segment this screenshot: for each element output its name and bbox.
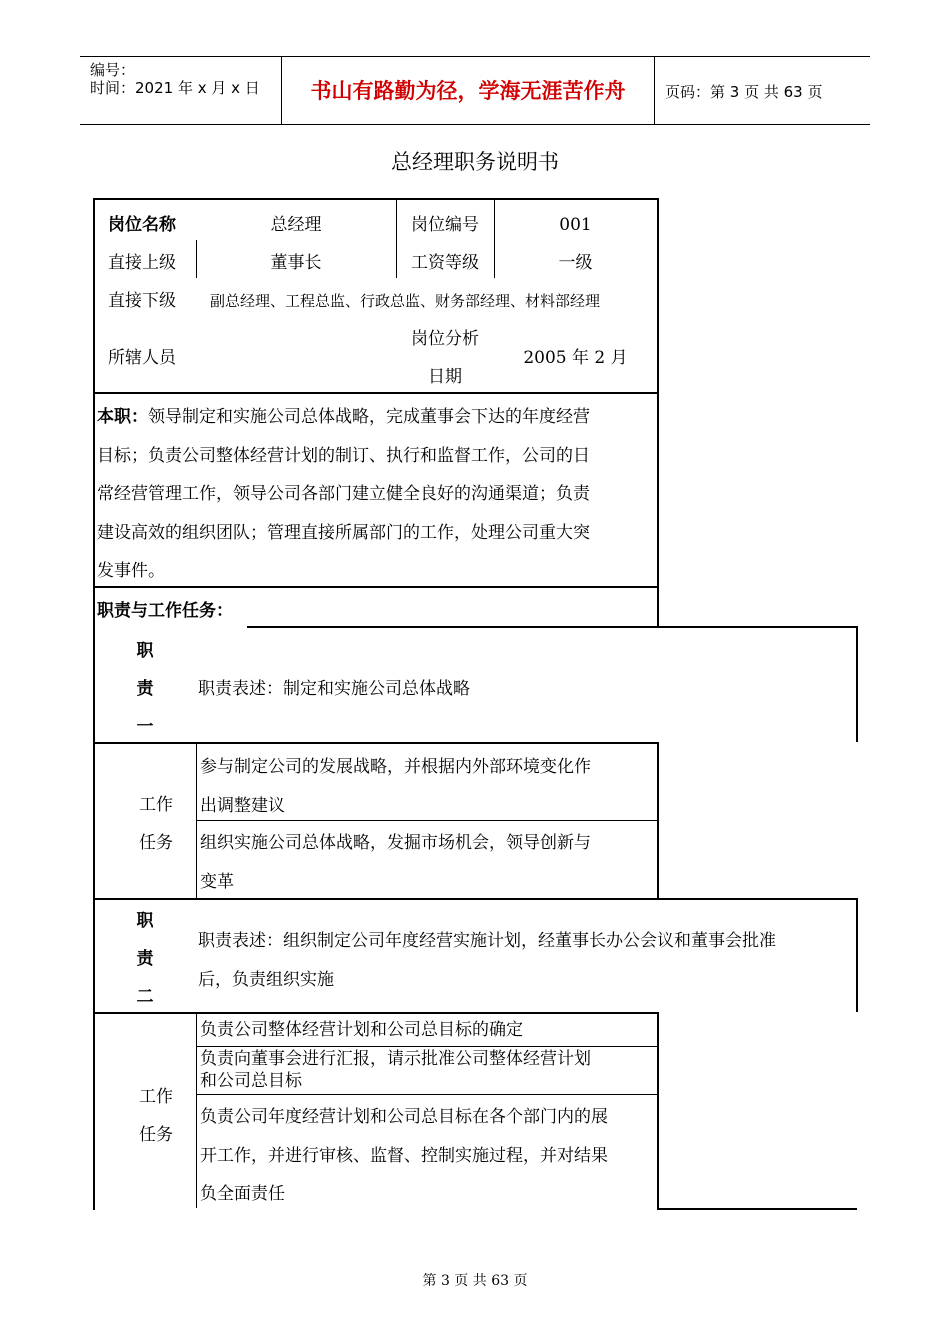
duty1-task — [200, 748, 658, 825]
page-indicator: 页码：第 3 页 共 63 页 — [665, 83, 823, 101]
table-border — [93, 392, 659, 394]
duty2-statement — [198, 922, 854, 999]
motto: 书山有路勤为径，学海无涯苦作舟 — [310, 79, 626, 103]
subordinate-value: 副总经理、工程总监、行政总监、财务部经理、材料部经理 — [210, 292, 601, 310]
analysis-date-value: 2005 年 2 月 — [523, 348, 628, 368]
statement-line: 职责表述：组织制定公司年度经营实施计划，经董事长办公会议和董事会批准 — [198, 931, 776, 951]
duty1-label: 一 — [136, 717, 154, 737]
table-border — [196, 1094, 658, 1095]
doc-code-label: 编号： — [90, 61, 136, 79]
post-no-label: 岗位编号 — [411, 215, 479, 235]
document-title: 总经理职务说明书 — [391, 150, 559, 174]
task-line: 组织实施公司总体战略，发掘市场机会，领导创新与 — [200, 833, 591, 853]
duty2-work-label: 工作 — [139, 1087, 173, 1107]
task-line: 出调整建议 — [200, 795, 285, 816]
header-bottom-rule — [80, 124, 870, 125]
task-line: 负责公司年度经营计划和公司总目标在各个部门内的展 — [200, 1107, 608, 1127]
duty-summary — [97, 398, 657, 591]
duty-summary-line: 领导制定和实施公司总体战略，完成董事会下达的年度经营 — [148, 407, 590, 427]
salary-label: 工资等级 — [411, 253, 479, 273]
table-border — [93, 898, 857, 900]
table-border — [93, 742, 659, 744]
header-divider-right — [654, 56, 655, 124]
table-border — [657, 1208, 857, 1210]
duty2-label: 职 — [136, 911, 154, 931]
table-border — [856, 898, 858, 1012]
table-border — [247, 626, 857, 628]
task-line: 变革 — [200, 871, 234, 892]
subordinate-label: 直接下级 — [108, 291, 176, 311]
superior-label: 直接上级 — [108, 253, 176, 273]
duty2-label: 二 — [136, 987, 154, 1007]
analysis-date-label-1: 岗位分析 — [411, 329, 479, 349]
table-border — [657, 198, 659, 628]
post-no-value: 001 — [559, 215, 592, 235]
task-line: 负全面责任 — [200, 1184, 285, 1204]
duty2-task — [200, 1098, 658, 1214]
duty2-task — [200, 1013, 658, 1047]
analysis-date-label-2: 日期 — [428, 367, 462, 387]
duty2-task — [200, 1048, 658, 1092]
duty1-work-label: 任务 — [139, 833, 173, 853]
duty-summary-line: 常经营管理工作，领导公司各部门建立健全良好的沟通渠道；负责 — [97, 484, 590, 504]
duty1-statement: 职责表述：制定和实施公司总体战略 — [198, 679, 470, 699]
superior-value: 董事长 — [270, 253, 322, 273]
post-name-value: 总经理 — [270, 215, 322, 235]
tasks-heading: 职责与工作任务： — [97, 601, 233, 621]
task-line: 开工作，并进行审核、监督、控制实施过程，并对结果 — [200, 1145, 608, 1166]
duty1-task — [200, 824, 658, 901]
table-border — [856, 626, 858, 742]
task-line: 和公司总目标 — [200, 1071, 302, 1091]
staff-label: 所辖人员 — [108, 348, 176, 368]
task-line: 负责公司整体经营计划和公司总目标的确定 — [200, 1020, 523, 1040]
post-name-label: 岗位名称 — [108, 215, 176, 235]
duty-summary-line: 建设高效的组织团队；管理直接所属部门的工作，处理公司重大突 — [97, 522, 590, 543]
duty2-label: 责 — [136, 949, 154, 969]
task-line: 负责向董事会进行汇报，请示批准公司整体经营计划 — [200, 1049, 591, 1069]
table-border — [196, 1012, 197, 1208]
duty-summary-line: 目标；负责公司整体经营计划的制订、执行和监督工作，公司的日 — [97, 445, 590, 466]
duty1-label: 责 — [136, 679, 154, 699]
doc-date: 时间：2021 年 x 月 x 日 — [90, 79, 260, 97]
duty2-work-label: 任务 — [139, 1125, 173, 1145]
salary-value: 一级 — [558, 253, 593, 273]
table-border — [93, 198, 95, 1210]
duty1-label: 职 — [136, 641, 154, 661]
task-line: 参与制定公司的发展战略，并根据内外部环境变化作 — [200, 757, 591, 777]
duty-summary-label: 本职： — [97, 407, 148, 427]
table-border — [93, 198, 659, 200]
duty-summary-line: 发事件。 — [97, 561, 165, 581]
statement-line: 后，负责组织实施 — [198, 969, 334, 990]
page-footer: 第 3 页 共 63 页 — [422, 1273, 528, 1289]
duty1-work-label: 工作 — [139, 795, 173, 815]
